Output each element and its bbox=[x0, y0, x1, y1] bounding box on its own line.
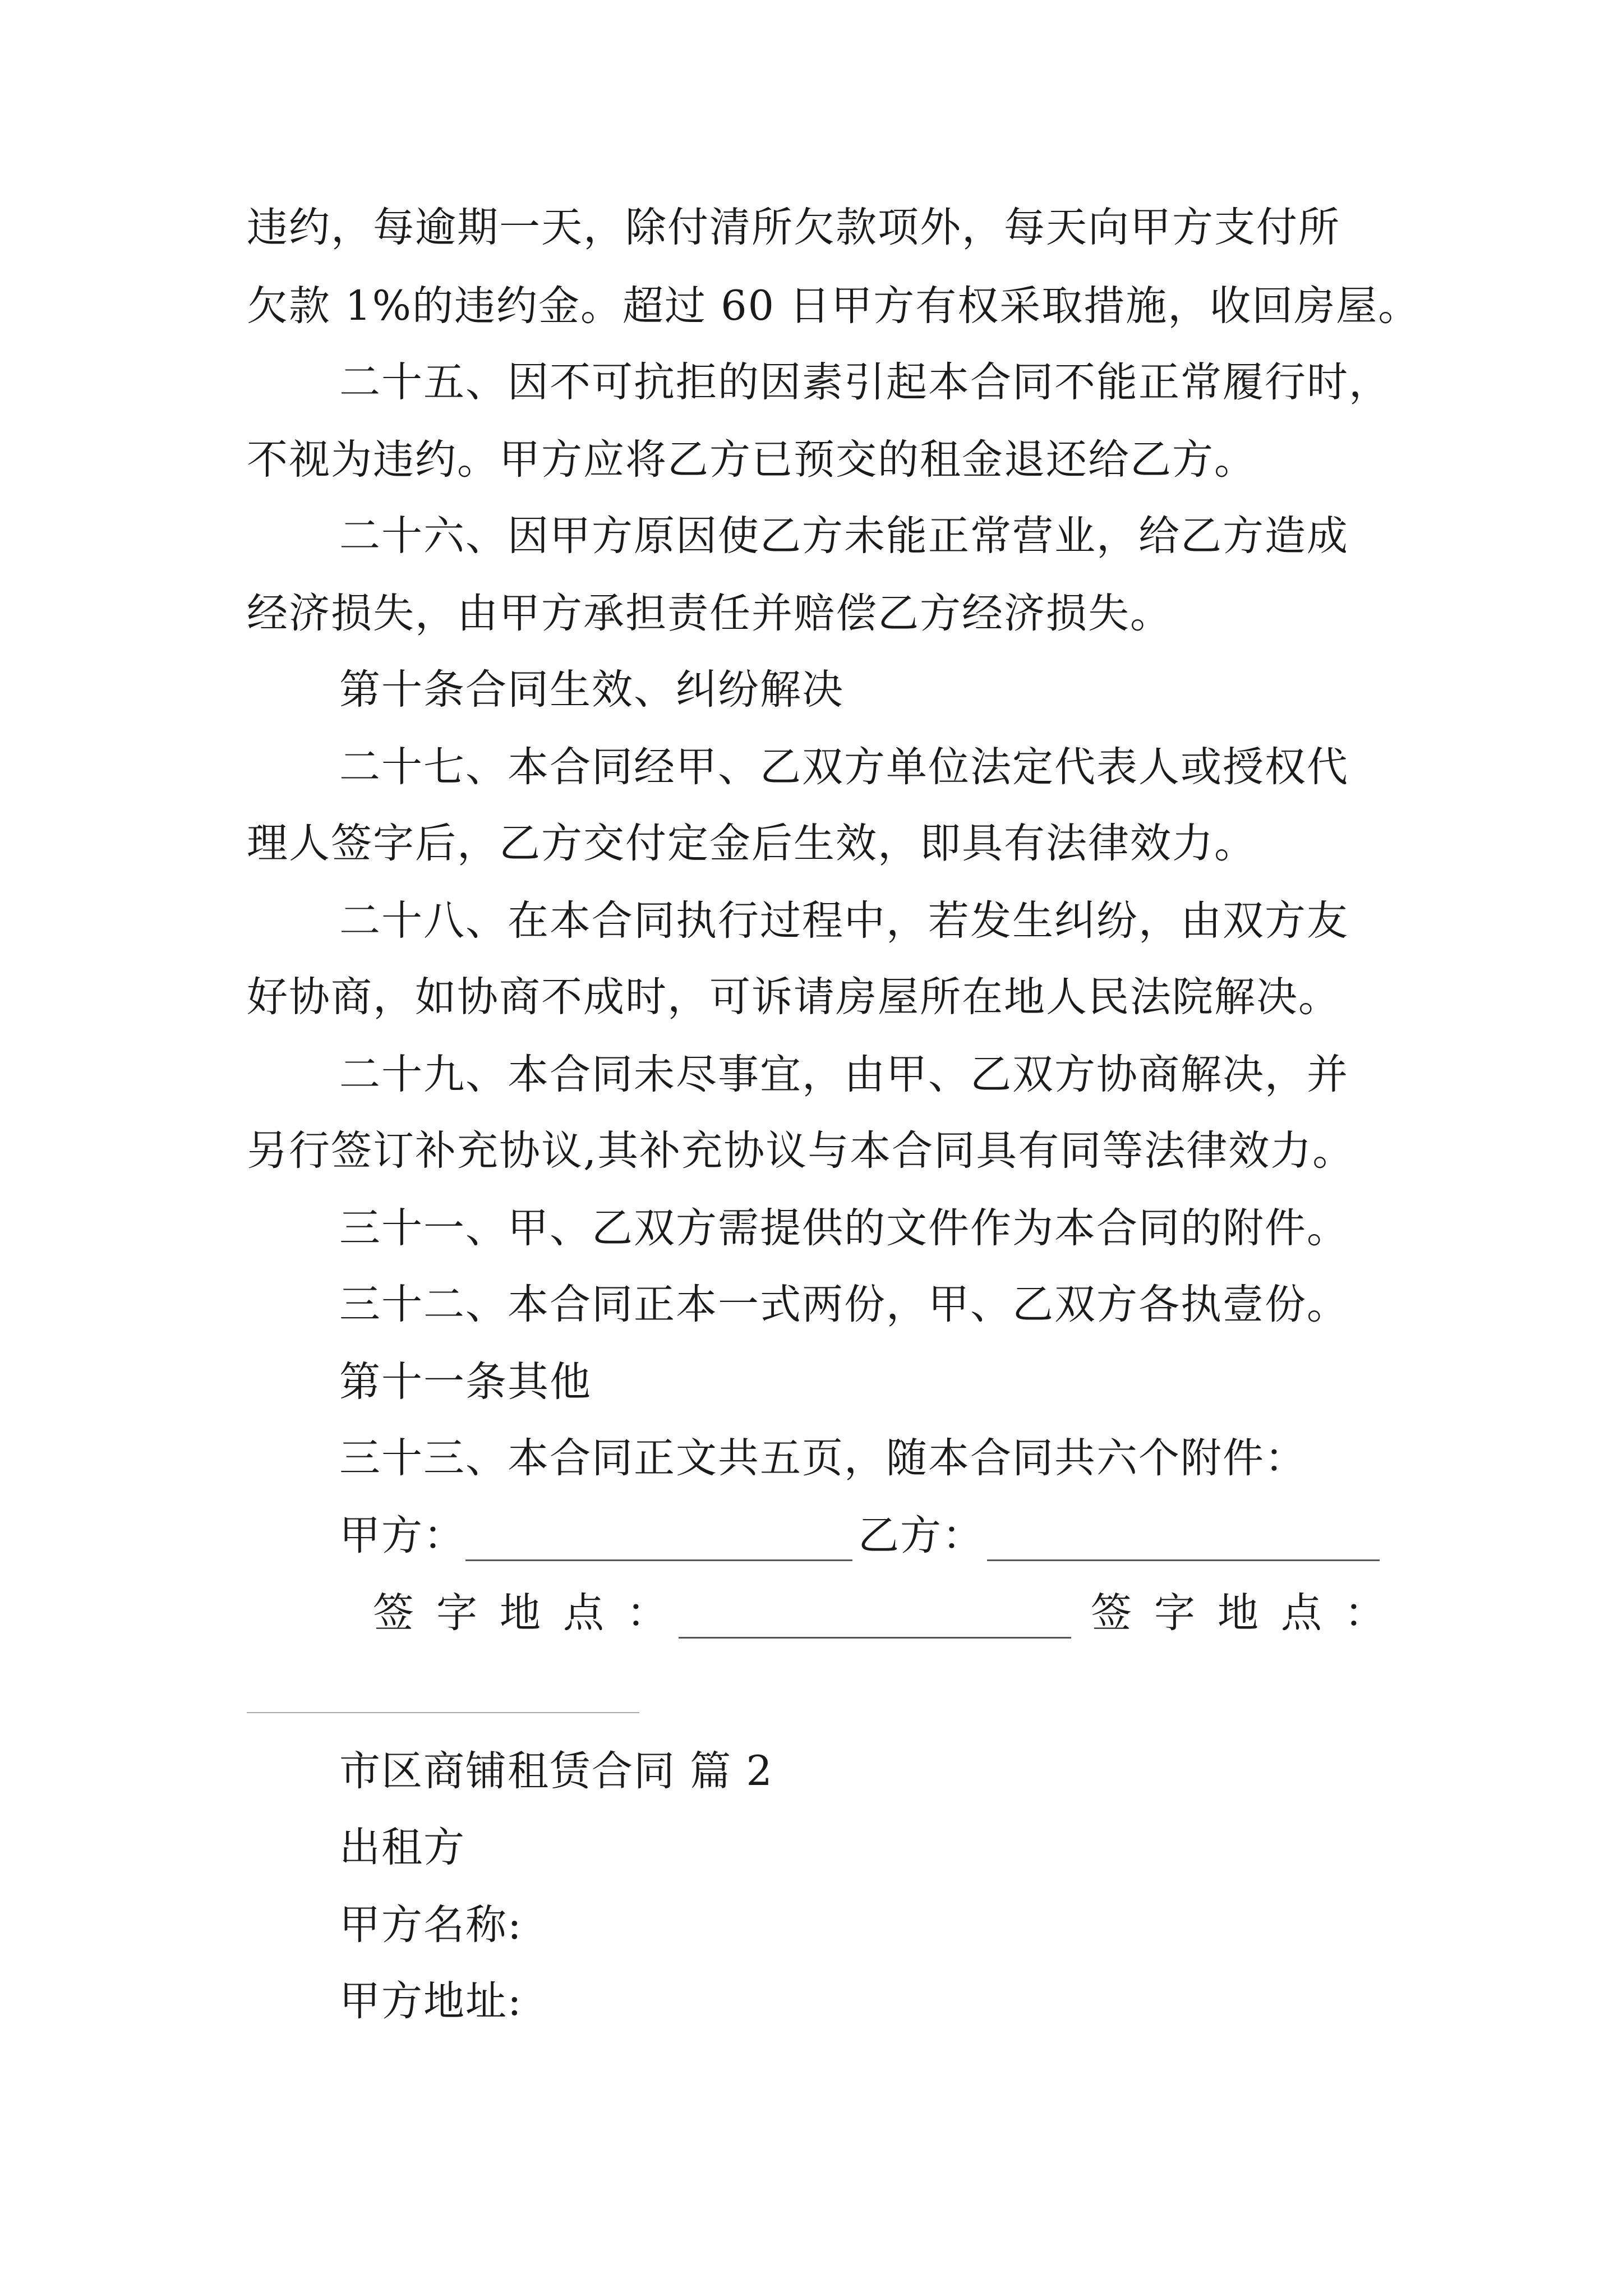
paragraph-line: 另行签订补充协议,其补充协议与本合同具有同等法律效力。 bbox=[247, 1127, 1355, 1175]
clause-33-line: 三十三、本合同正文共五页，随本合同共六个附件： bbox=[339, 1434, 1307, 1482]
section-separator bbox=[247, 1712, 639, 1713]
paragraph-line: 欠款 1%的违约金。超过 60 日甲方有权采取措施，收回房屋。 bbox=[247, 282, 1421, 330]
place-label-b: 签字地点： bbox=[1091, 1589, 1408, 1637]
party-a-name-label: 甲方名称: bbox=[339, 1901, 523, 1949]
party-a-label: 甲方： bbox=[339, 1512, 465, 1559]
article-11-heading: 第十一条其他 bbox=[339, 1358, 592, 1406]
party-b-label: 乙方： bbox=[858, 1512, 984, 1559]
paragraph-line: 经济损失，由甲方承担责任并赔偿乙方经济损失。 bbox=[247, 590, 1172, 637]
party-b-blank[interactable] bbox=[987, 1559, 1380, 1561]
article-10-heading: 第十条合同生效、纠纷解决 bbox=[339, 666, 844, 714]
paragraph-line: 理人签字后，乙方交付定金后生效，即具有法律效力。 bbox=[247, 820, 1256, 867]
clause-25-line: 二十五、因不可抗拒的因素引起本合同不能正常履行时， bbox=[339, 358, 1391, 406]
paragraph-line: 不视为违约。甲方应将乙方已预交的租金退还给乙方。 bbox=[247, 436, 1256, 484]
party-a-address-label: 甲方地址: bbox=[339, 1977, 523, 2025]
lessor-label: 出租方 bbox=[339, 1824, 465, 1871]
clause-29-line: 二十九、本合同未尽事宜，由甲、乙双方协商解决，并 bbox=[339, 1051, 1349, 1098]
clause-31-line: 三十一、甲、乙双方需提供的文件作为本合同的附件。 bbox=[339, 1204, 1349, 1252]
clause-32-line: 三十二、本合同正本一式两份，甲、乙双方各执壹份。 bbox=[339, 1281, 1349, 1328]
clause-26-line: 二十六、因甲方原因使乙方未能正常营业，给乙方造成 bbox=[339, 512, 1349, 560]
section-2-title: 市区商铺租赁合同 篇 2 bbox=[339, 1747, 773, 1795]
paragraph-line: 好协商，如协商不成时，可诉请房屋所在地人民法院解决。 bbox=[247, 973, 1340, 1021]
clause-27-line: 二十七、本合同经甲、乙双方单位法定代表人或授权代 bbox=[339, 743, 1349, 791]
clause-28-line: 二十八、在本合同执行过程中，若发生纠纷，由双方友 bbox=[339, 897, 1349, 945]
place-label-a: 签字地点： bbox=[373, 1589, 690, 1637]
paragraph-line: 违约，每逾期一天，除付清所欠款项外，每天向甲方支付所 bbox=[247, 204, 1340, 251]
place-a-blank[interactable] bbox=[679, 1637, 1071, 1639]
party-a-blank[interactable] bbox=[465, 1559, 852, 1561]
